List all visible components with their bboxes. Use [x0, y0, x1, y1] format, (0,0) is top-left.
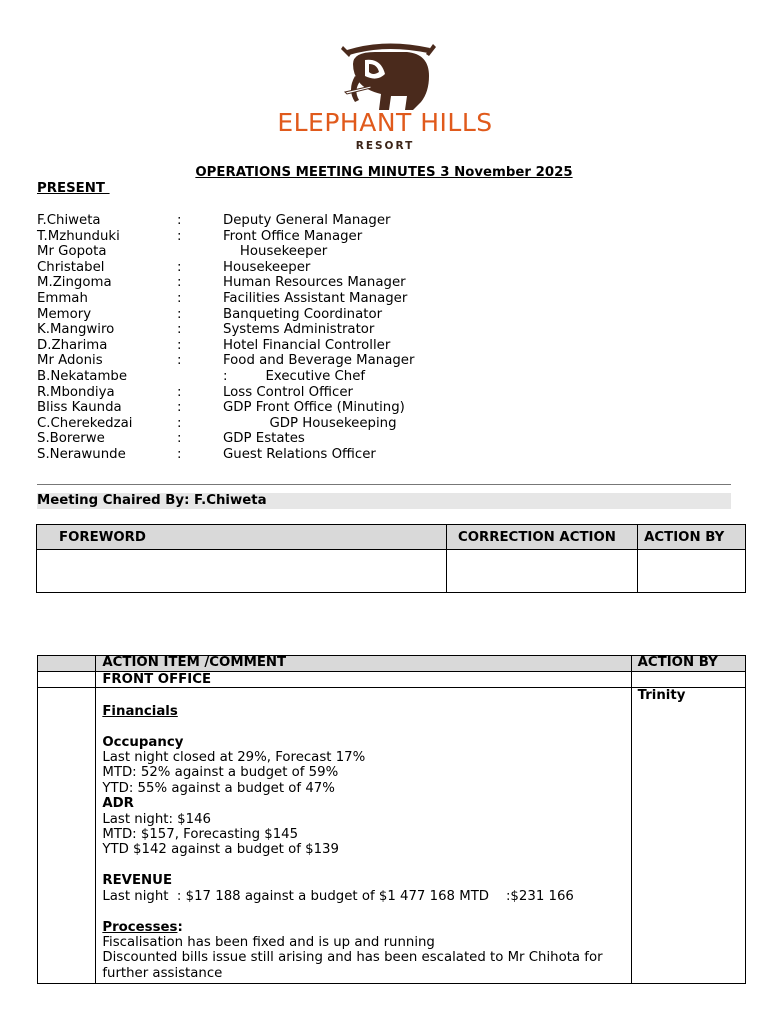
attendee-name: M.Zingoma — [37, 275, 112, 291]
attendee-role: Banqueting Coordinator — [223, 306, 383, 322]
divider — [37, 484, 731, 485]
attendee-name: D.Zharima — [37, 337, 108, 353]
financials-heading: Financials — [102, 703, 178, 719]
action-by-header: ACTION BY — [631, 656, 745, 672]
attendee-colon: : — [177, 275, 182, 291]
revenue-line: Last night : $17 188 against a budget of $1 477 168 MTD :$231 166 — [102, 888, 574, 904]
attendee-role: GDP Front Office (Minuting) — [223, 400, 405, 416]
attendee-name: Mr Adonis — [37, 353, 103, 369]
attendee-colon: : — [177, 431, 182, 447]
action-by-header: ACTION BY — [638, 525, 746, 550]
adr-line: Last night: $146 — [102, 811, 212, 827]
processes-heading: Processes — [102, 919, 178, 935]
attendee-role: GDP Estates — [223, 431, 305, 447]
foreword-cell — [37, 550, 447, 593]
attendee-colon: : — [177, 353, 182, 369]
attendee-colon: : — [177, 213, 182, 228]
adr-line: YTD $142 against a budget of $139 — [102, 842, 339, 858]
attendee-name: Memory — [37, 306, 92, 322]
attendee-colon: : — [177, 259, 182, 275]
attendee-colon: : — [177, 306, 182, 322]
attendee-role: GDP Housekeeping — [223, 415, 397, 431]
occupancy-line: MTD: 52% against a budget of 59% — [102, 765, 339, 781]
attendee-colon: : — [177, 322, 182, 338]
attendee-name: C.Cherekedzai — [37, 415, 133, 431]
occupancy-heading: Occupancy — [102, 734, 184, 750]
action-by-name: Trinity — [631, 688, 745, 984]
attendee-name: F.Chiweta — [37, 213, 101, 228]
attendee-name: K.Mangwiro — [37, 322, 115, 338]
attendee-name: Christabel — [37, 259, 105, 275]
chaired-by: Meeting Chaired By: F.Chiweta — [37, 493, 267, 508]
attendee-name: S.Nerawunde — [37, 447, 126, 462]
attendee-colon: : — [177, 337, 182, 353]
present-heading: PRESENT — [37, 181, 110, 196]
action-by-cell — [631, 672, 745, 688]
attendee-role: Human Resources Manager — [223, 275, 406, 291]
attendee-name: B.Nekatambe — [37, 369, 128, 384]
attendee-name: T.Mzhunduki — [37, 228, 120, 244]
occupancy-line: Last night closed at 29%, Forecast 17% — [102, 750, 366, 766]
process-line: Discounted bills issue still arising and has been escalated to Mr Chihota for further assistance — [102, 950, 603, 981]
foreword-header: FOREWORD — [37, 525, 447, 550]
number-cell — [38, 672, 96, 688]
attendee-name: Emmah — [37, 291, 88, 306]
adr-heading: ADR — [102, 796, 134, 812]
number-header — [38, 656, 96, 672]
attendee-role: Hotel Financial Controller — [223, 337, 391, 353]
adr-line: MTD: $157, Forecasting $145 — [102, 827, 299, 843]
attendee-colon: : — [177, 447, 182, 462]
attendee-role: Food and Beverage Manager — [223, 353, 415, 369]
attendee-colon: : — [177, 384, 182, 400]
brand-name: ELEPHANT HILLS — [277, 108, 493, 137]
action-item-cell — [96, 688, 631, 984]
attendee-role: Front Office Manager — [223, 228, 363, 244]
attendee-role: Guest Relations Officer — [223, 447, 376, 462]
attendee-name: Mr Gopota — [37, 244, 107, 260]
attendee-colon: : — [177, 400, 182, 416]
section-title: FRONT OFFICE — [96, 672, 631, 688]
revenue-heading: REVENUE — [102, 873, 173, 889]
correction-action-cell — [446, 550, 637, 593]
attendee-name: Bliss Kaunda — [37, 400, 122, 416]
brand-subtitle: RESORT — [355, 140, 415, 152]
action-by-cell — [638, 550, 746, 593]
attendee-role: Systems Administrator — [223, 322, 375, 338]
process-line: Fiscalisation has been fixed and is up and running — [102, 934, 435, 950]
attendee-role: : Executive Chef — [223, 369, 366, 384]
attendee-colon: : — [177, 415, 182, 431]
action-item-table — [37, 655, 746, 984]
action-item-header: ACTION ITEM /COMMENT — [96, 656, 631, 672]
document-title: OPERATIONS MEETING MINUTES 3 November 2025 — [195, 165, 573, 180]
elephant-logo-icon — [225, 30, 545, 110]
occupancy-line: YTD: 55% against a budget of 47% — [102, 780, 335, 796]
attendee-role: Loss Control Officer — [223, 384, 353, 400]
processes-colon: : — [177, 919, 183, 935]
attendee-role: Deputy General Manager — [223, 213, 391, 228]
attendee-role: Housekeeper — [223, 259, 311, 275]
number-cell — [38, 688, 96, 984]
attendee-role: Housekeeper — [223, 244, 328, 260]
correction-action-header: CORRECTION ACTION — [446, 525, 637, 550]
attendee-colon: : — [177, 228, 182, 244]
attendee-role: Facilities Assistant Manager — [223, 291, 408, 306]
attendee-name: S.Borerwe — [37, 431, 105, 447]
attendee-name: R.Mbondiya — [37, 384, 115, 400]
foreword-table — [36, 524, 746, 593]
attendee-colon: : — [177, 291, 182, 306]
